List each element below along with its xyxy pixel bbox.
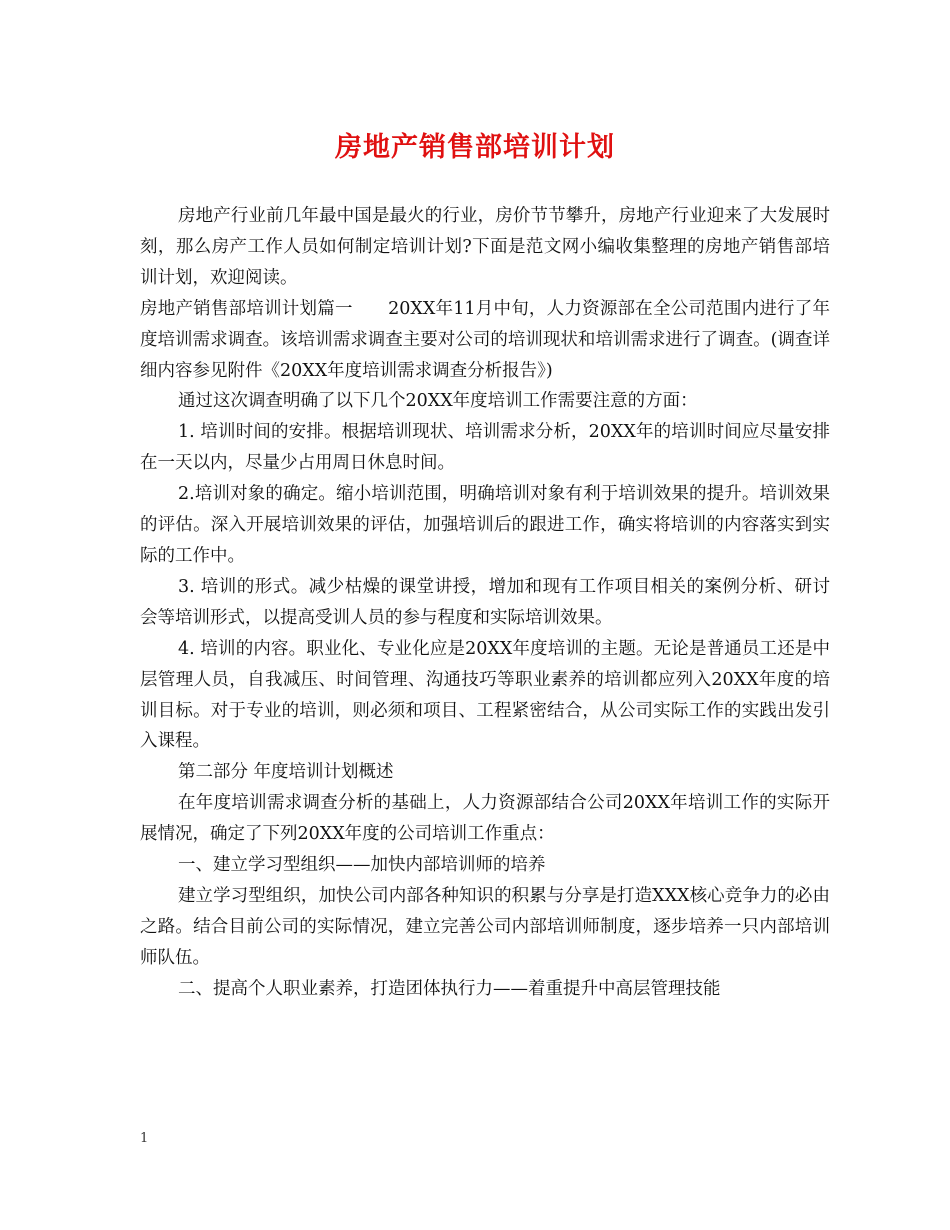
- point-4-paragraph: 4. 培训的内容。职业化、专业化应是20XX年度培训的主题。无论是普通员工还是中层管理人员，自我减压、时间管理、沟通技巧等职业素养的培训都应列入20XX年度的培训目标。对于专业的培训，则必须和项目、工程紧密结合，从公司实际工作的实践出发引入课程。: [140, 638, 830, 752]
- section-one-paragraph: 房地产销售部培训计划篇一 20XX年11月中旬，人力资源部在全公司范围内进行了年度培训需求调查。该培训需求调查主要对公司的培训现状和培训需求进行了调查。(调查详细内容参见附件《20XX年度培训需求调查分析报告》): [140, 298, 830, 381]
- document-title: 房地产销售部培训计划: [335, 132, 615, 163]
- focus-1-heading: 一、建立学习型组织——加快内部培训师的培养: [178, 855, 546, 876]
- part-two-intro-paragraph: 在年度培训需求调查分析的基础上，人力资源部结合公司20XX年培训工作的实际开展情况，确定了下列20XX年度的公司培训工作重点：: [140, 793, 830, 845]
- focus-2-heading: 二、提高个人职业素养，打造团体执行力——着重提升中高层管理技能: [178, 978, 721, 999]
- page-number: 1: [140, 1131, 149, 1146]
- focus-1-paragraph: 建立学习型组织，加快公司内部各种知识的积累与分享是打造XXX核心竞争力的必由之路。结合目前公司的实际情况，建立完善公司内部培训师制度，逐步培养一只内部培训师队伍。: [140, 885, 830, 968]
- point-1-paragraph: 1. 培训时间的安排。根据培训现状、培训需求分析，20XX年的培训时间应尽量安排在一天以内，尽量少占用周日休息时间。: [140, 422, 830, 474]
- part-two-heading: 第二部分 年度培训计划概述: [178, 762, 394, 783]
- survey-summary-paragraph: 通过这次调查明确了以下几个20XX年度培训工作需要注意的方面：: [178, 391, 698, 412]
- document-body: [140, 201, 830, 1005]
- intro-paragraph: 房地产行业前几年最中国是最火的行业，房价节节攀升，房地产行业迎来了大发展时刻，那么房产工作人员如何制定培训计划?下面是范文网小编收集整理的房地产销售部培训计划，欢迎阅读。: [140, 206, 830, 288]
- point-3-paragraph: 3. 培训的形式。减少枯燥的课堂讲授，增加和现有工作项目相关的案例分析、研讨会等培训形式，以提高受训人员的参与程度和实际培训效果。: [140, 576, 830, 628]
- point-2-paragraph: 2.培训对象的确定。缩小培训范围，明确培训对象有利于培训效果的提升。培训效果的评估。深入开展培训效果的评估，加强培训后的跟进工作，确实将培训的内容落实到实际的工作中。: [140, 484, 830, 566]
